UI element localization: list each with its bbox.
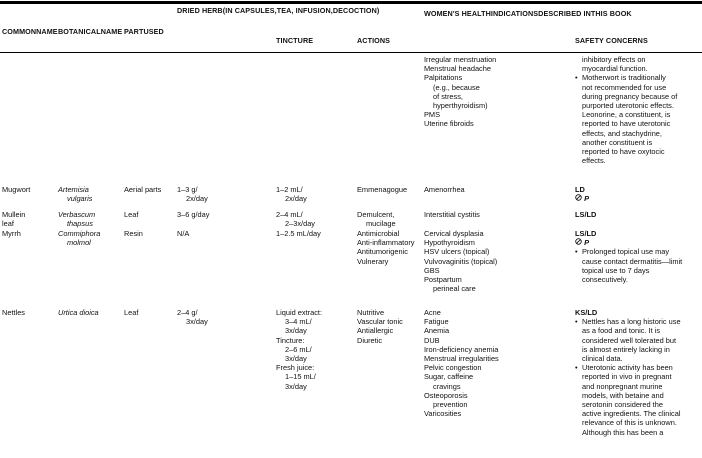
cell-line: 3x/day — [285, 326, 307, 336]
nettles-part-used — [124, 308, 138, 317]
pregnancy-letter: P — [584, 194, 589, 204]
cell-line: TINCTURE — [276, 36, 314, 45]
cell-line: WOMEN'S HEALTH — [424, 9, 491, 18]
cell-line: Menstrual headache — [424, 64, 491, 74]
cell-line: PART — [124, 27, 144, 36]
cell-line: Urtica dioica — [58, 308, 99, 317]
cell-line: models, with betaine and — [582, 390, 664, 400]
cell-line: 1–15 mL/ — [285, 372, 316, 382]
mugwort-actions — [357, 185, 407, 194]
nettles-botanical-name — [58, 308, 99, 317]
cell-line: Uterine fibroids — [424, 119, 474, 129]
cell-line: Mullein — [2, 210, 26, 219]
cell-line: 2x/day — [186, 194, 208, 204]
cell-line: cravings — [433, 381, 461, 391]
cell-line: cause contact dermatitis—limit — [582, 256, 683, 266]
cell-line: BOTANICAL — [58, 27, 101, 36]
cell-line: ACTIONS — [357, 36, 391, 45]
cell-line: Sugar, caffeine — [424, 372, 474, 382]
cell-line: COMMON — [2, 27, 37, 36]
cell-line: Menstrual irregularities — [424, 354, 499, 364]
mullein-safety — [575, 210, 596, 219]
cell-line: Emmenagogue — [357, 185, 408, 194]
nettles-dried-dose — [177, 308, 208, 326]
cell-line: not recommended for use — [582, 82, 667, 92]
cell-line: as a food and tonic. It is — [582, 326, 661, 336]
header-common-name — [2, 27, 58, 36]
cell-line: Interstitial cystitis — [424, 210, 480, 219]
cell-line: Aerial parts — [124, 185, 162, 194]
cell-line: Tincture: — [276, 335, 305, 345]
cell-line: 3–4 mL/ — [285, 317, 312, 327]
nettles-tincture-dose — [276, 308, 322, 391]
cell-line: Demulcent, — [357, 210, 395, 219]
cell-line: 2–3x/day — [285, 219, 315, 229]
nettles-safety — [575, 308, 681, 437]
cell-line: 2–6 mL/ — [285, 344, 312, 354]
cell-line: 2–4 g/ — [177, 308, 198, 317]
cell-line: 2–4 mL/ — [276, 210, 303, 219]
mullein-tincture-dose — [276, 210, 315, 228]
cell-line: Liquid extract: — [276, 308, 323, 317]
header-indications — [424, 9, 632, 18]
myrrh-indications — [424, 229, 497, 293]
nettles-common-name — [2, 308, 25, 317]
cell-line: Acne — [424, 308, 441, 317]
continued-indications — [424, 55, 496, 129]
cell-line: perineal care — [433, 284, 476, 294]
cell-line: Vulnerary — [357, 256, 389, 266]
prohibition-icon — [575, 194, 582, 201]
myrrh-tincture-dose — [276, 229, 321, 238]
cell-line: Fresh juice: — [276, 363, 315, 373]
cell-line: topical use to 7 days — [582, 265, 650, 275]
cell-line: 3–6 g/day — [177, 210, 210, 219]
mugwort-safety — [575, 185, 589, 203]
cell-line: consecutively. — [582, 275, 628, 285]
cell-line: active ingredients. The clinical — [582, 409, 681, 419]
cell-line: Artemisia — [58, 185, 89, 194]
mugwort-botanical-name — [58, 185, 92, 203]
cell-line: Iron-deficiency anemia — [424, 344, 499, 354]
cell-line: DUB — [424, 335, 440, 345]
cell-line: Leonorine, a constituent, is — [582, 110, 671, 120]
cell-line: considered well tolerated but — [582, 335, 677, 345]
cell-line: reported in vivo in pregnant — [582, 372, 672, 382]
cell-line: Leaf — [124, 210, 139, 219]
cell-line: mucilage — [366, 219, 396, 229]
header-actions — [357, 36, 390, 45]
cell-line: DESCRIBED IN — [538, 9, 591, 18]
cell-line: clinical data. — [582, 354, 623, 364]
bullet-line: • Motherwort is traditionally — [575, 73, 677, 82]
myrrh-actions — [357, 229, 415, 266]
cell-line: Anemia — [424, 326, 450, 336]
myrrh-botanical-name — [58, 229, 100, 247]
mullein-actions — [357, 210, 396, 228]
cell-line: 1–2.5 mL/day — [276, 229, 321, 238]
prohibition-icon — [575, 238, 582, 245]
cell-line: DRIED HERB — [177, 6, 223, 15]
header-part-used — [124, 27, 164, 36]
cell-line: 2x/day — [285, 194, 307, 204]
cell-line: Leaf — [124, 308, 139, 317]
nettles-safety-notes — [575, 317, 681, 437]
bullet-line: • Uterotonic activity has been — [575, 363, 681, 372]
cell-line: Antitumorigenic — [357, 247, 408, 257]
cell-line: Antimicrobial — [357, 229, 400, 238]
myrrh-part-used — [124, 229, 143, 238]
cell-line: Irregular menstruation — [424, 55, 497, 64]
cell-line: inhibitory effects on — [582, 55, 646, 64]
cell-line: Myrrh — [2, 229, 21, 238]
cell-line: TEA, INFUSION, — [276, 6, 333, 15]
mugwort-pregnancy-contraindication — [575, 194, 589, 203]
cell-line: Mugwort — [2, 185, 31, 194]
cell-line: thapsus — [67, 219, 93, 229]
mullein-dried-dose — [177, 210, 209, 219]
bullet-line: • Prolonged topical use may — [575, 247, 682, 256]
myrrh-safety-notes — [575, 247, 682, 284]
mugwort-dried-dose — [177, 185, 208, 203]
mullein-botanical-name — [58, 210, 95, 228]
mugwort-indications — [424, 185, 465, 194]
cell-line: DECOCTION) — [332, 6, 380, 15]
cell-line: HSV ulcers (topical) — [424, 247, 490, 257]
cell-line: (IN CAPSULES, — [222, 6, 277, 15]
cell-line: leaf — [2, 219, 14, 229]
cell-line: 1–3 g/ — [177, 185, 198, 194]
cell-line: 1–2 mL/ — [276, 185, 303, 194]
cell-line: THIS BOOK — [590, 9, 632, 18]
myrrh-pregnancy-contraindication — [575, 238, 682, 247]
cell-line: Cervical dysplasia — [424, 229, 484, 238]
cell-line: reported to have oxytocic — [582, 147, 665, 157]
cell-line: N/A — [177, 229, 190, 238]
nettles-safety-code: KS/LD — [575, 308, 598, 317]
cell-line: Amenorrhea — [424, 185, 465, 194]
header-dried-herb — [177, 6, 379, 15]
cell-line: vulgaris — [67, 194, 93, 204]
cell-line: Anti-inflammatory — [357, 238, 415, 248]
cell-line: and nonpregnant murine — [582, 381, 663, 391]
cell-line: Hypothyroidism — [424, 238, 475, 248]
cell-line: myocardial function. — [582, 64, 648, 74]
mugwort-common-name — [2, 185, 30, 194]
cell-line: Although this has been a — [582, 427, 664, 437]
cell-line: Nutritive — [357, 308, 385, 317]
bullet-line: • Nettles has a long historic use — [575, 317, 681, 326]
cell-line: relevance of this is unknown. — [582, 418, 677, 428]
myrrh-dried-dose — [177, 229, 189, 238]
cell-line: NAME — [100, 27, 123, 36]
cell-line: Vascular tonic — [357, 317, 403, 327]
cell-line: during pregnancy because of — [582, 91, 678, 101]
cell-line: Palpitations — [424, 73, 463, 83]
cell-line: GBS — [424, 265, 440, 275]
nettles-actions — [357, 308, 403, 345]
mullein-indications — [424, 210, 480, 219]
cell-line: serotonin considered the — [582, 400, 663, 410]
mullein-safety-code: LS/LD — [575, 210, 597, 219]
continued-safety — [575, 55, 677, 165]
myrrh-safety-code: LS/LD — [575, 229, 597, 238]
cell-line: Verbascum — [58, 210, 96, 219]
cell-line: Resin — [124, 229, 143, 238]
cell-line: Antiallergic — [357, 326, 394, 336]
mullein-part-used — [124, 210, 138, 219]
cell-line: Varicosities — [424, 409, 462, 419]
header-botanical-name — [58, 27, 122, 36]
cell-line: another constituent is — [582, 137, 653, 147]
cell-line: Commiphora — [58, 229, 101, 238]
cell-line: of stress, — [433, 91, 463, 101]
cell-line: 3x/day — [285, 354, 307, 364]
cell-line: molmol — [67, 238, 91, 248]
cell-line: reported to have uterotonic — [582, 119, 671, 129]
cell-line: Pelvic congestion — [424, 363, 482, 373]
cell-line: purported uterotonic effects. — [582, 101, 674, 111]
myrrh-common-name — [2, 229, 21, 238]
cell-line: USED — [143, 27, 164, 36]
cell-line: Postpartum — [424, 275, 462, 285]
myrrh-safety — [575, 229, 682, 284]
cell-line: is almost entirely lacking in — [582, 344, 670, 354]
table-top-rule — [0, 1, 702, 4]
cell-line: INDICATIONS — [490, 9, 539, 18]
cell-line: NAME — [36, 27, 58, 36]
cell-line: 3x/day — [285, 381, 307, 391]
cell-line: (e.g., because — [433, 82, 480, 92]
cell-line: SAFETY CONCERNS — [575, 36, 648, 45]
cell-line: Vulvovaginitis (topical) — [424, 256, 498, 266]
cell-line: effects. — [582, 156, 606, 166]
nettles-indications — [424, 308, 499, 418]
cell-line: hyperthyroidism) — [433, 101, 488, 111]
header-bottom-rule — [0, 52, 702, 53]
header-safety-concerns — [575, 36, 648, 45]
cell-line: 3x/day — [186, 317, 208, 327]
cell-line: Nettles — [2, 308, 26, 317]
cell-line: PMS — [424, 110, 441, 120]
cell-line: Diuretic — [357, 335, 383, 345]
cell-line: Fatigue — [424, 317, 449, 327]
header-tincture — [276, 36, 313, 45]
cell-line: Osteoporosis — [424, 390, 468, 400]
mugwort-safety-code: LD — [575, 185, 585, 194]
mugwort-part-used — [124, 185, 161, 194]
cell-line: effects, and stachydrine, — [582, 128, 662, 138]
mugwort-tincture-dose — [276, 185, 307, 203]
pregnancy-letter: P — [584, 238, 589, 248]
mullein-common-name — [2, 210, 25, 228]
cell-line: prevention — [433, 400, 468, 410]
